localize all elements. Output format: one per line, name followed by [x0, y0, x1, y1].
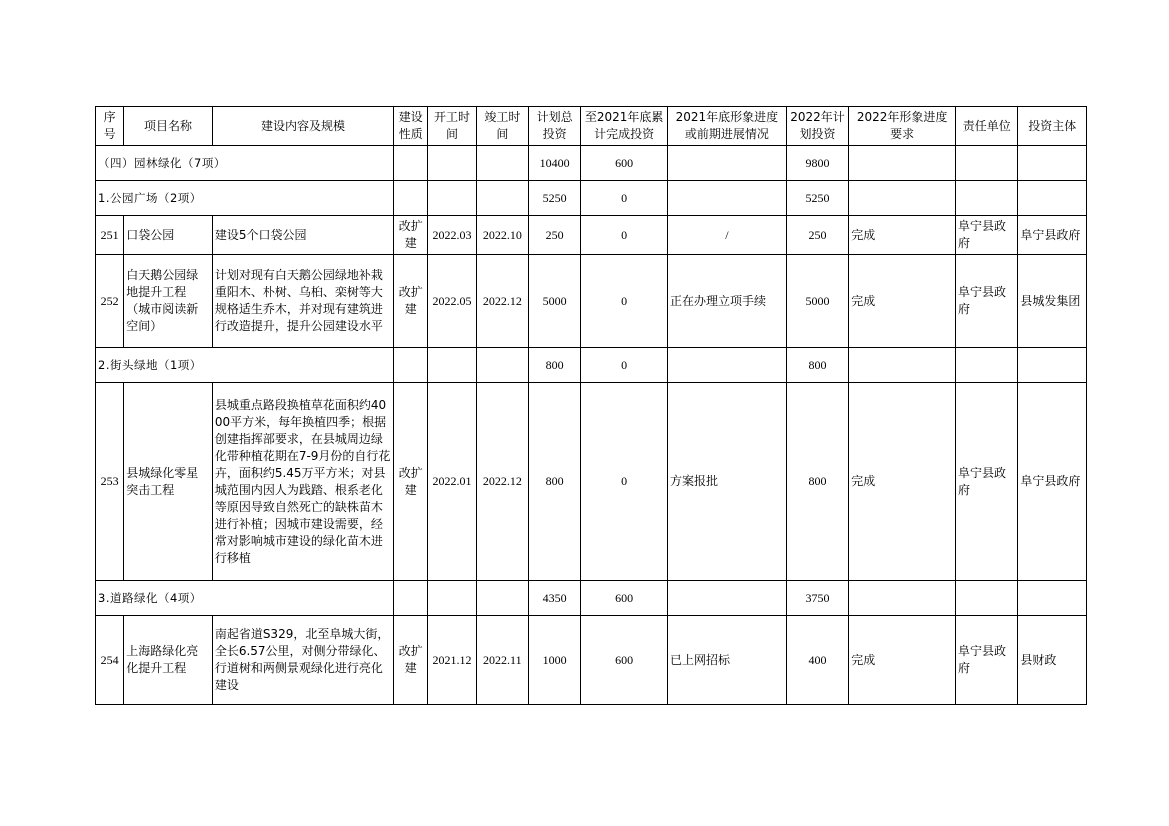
section-label: 3.道路绿化（4项） — [96, 581, 394, 616]
header-seq: 序号 — [96, 107, 124, 146]
table-row — [96, 216, 1087, 255]
section-label: （四）园林绿化（7项） — [96, 146, 394, 181]
row-req2022: 完成 — [849, 255, 956, 348]
section-done2021: 0 — [581, 181, 668, 216]
header-scope: 建设内容及规模 — [212, 107, 393, 146]
row-end: 2022.12 — [476, 383, 528, 581]
section-row-main — [96, 146, 1087, 181]
row-investor: 阜宁县政府 — [1018, 216, 1087, 255]
row-seq: 252 — [96, 255, 124, 348]
header-investor: 投资主体 — [1018, 107, 1087, 146]
header-req2022: 2022年形象进度要求 — [849, 107, 956, 146]
section-row-park — [96, 181, 1087, 216]
row-scope: 计划对现有白天鹅公园绿地补栽重阳木、朴树、乌桕、栾树等大规格适生乔木，并对现有建筑进行改造提升，提升公园建设水平 — [212, 255, 393, 348]
row-seq: 254 — [96, 616, 124, 705]
row-name: 白天鹅公园绿地提升工程（城市阅读新空间） — [124, 255, 213, 348]
section-label: 2.街头绿地（1项） — [96, 348, 394, 383]
header-end: 竣工时间 — [476, 107, 528, 146]
header-plan2022: 2022年计划投资 — [786, 107, 848, 146]
section-plan2022: 5250 — [786, 181, 848, 216]
row-req2022: 完成 — [849, 216, 956, 255]
row-investor: 阜宁县政府 — [1018, 383, 1087, 581]
header-progress2021: 2021年底形象进度或前期进展情况 — [667, 107, 786, 146]
row-scope: 县城重点路段换植草花面积约4000平方米，每年换植四季；根据创建指挥部要求，在县城周边绿化带种植花期在7-9月份的自行花卉，面积约5.45万平方米；对县城范围内因人为践踏、根系老化等原因导致自然死亡的缺株苗木进行补植；因城市建设需要，经常对影响城市建设的绿化苗木进行移植 — [212, 383, 393, 581]
section-done2021: 600 — [581, 146, 668, 181]
row-nature: 改扩建 — [394, 216, 428, 255]
row-end: 2022.11 — [476, 616, 528, 705]
section-total: 5250 — [529, 181, 581, 216]
row-progress2021: 正在办理立项手续 — [667, 255, 786, 348]
row-plan2022: 5000 — [786, 255, 848, 348]
row-investor: 县城发集团 — [1018, 255, 1087, 348]
row-nature: 改扩建 — [394, 255, 428, 348]
header-total: 计划总投资 — [529, 107, 581, 146]
header-nature: 建设性质 — [394, 107, 428, 146]
row-total: 5000 — [529, 255, 581, 348]
header-start: 开工时间 — [428, 107, 476, 146]
row-unit: 阜宁县政府 — [955, 255, 1017, 348]
row-nature: 改扩建 — [394, 383, 428, 581]
row-name: 县城绿化零星突击工程 — [124, 383, 213, 581]
row-total: 1000 — [529, 616, 581, 705]
row-seq: 251 — [96, 216, 124, 255]
row-plan2022: 400 — [786, 616, 848, 705]
section-row-street — [96, 348, 1087, 383]
row-plan2022: 800 — [786, 383, 848, 581]
section-done2021: 0 — [581, 348, 668, 383]
investment-table — [95, 106, 1087, 705]
section-label: 1.公园广场（2项） — [96, 181, 394, 216]
table-row — [96, 383, 1087, 581]
row-seq: 253 — [96, 383, 124, 581]
row-total: 250 — [529, 216, 581, 255]
row-done2021: 600 — [581, 616, 668, 705]
row-name: 口袋公园 — [124, 216, 213, 255]
section-done2021: 600 — [581, 581, 668, 616]
row-total: 800 — [529, 383, 581, 581]
row-unit: 阜宁县政府 — [955, 383, 1017, 581]
row-done2021: 0 — [581, 216, 668, 255]
row-nature: 改扩建 — [394, 616, 428, 705]
row-unit: 阜宁县政府 — [955, 216, 1017, 255]
row-progress2021: / — [667, 216, 786, 255]
header-done2021: 至2021年底累计完成投资 — [581, 107, 668, 146]
row-start: 2021.12 — [428, 616, 476, 705]
row-start: 2022.05 — [428, 255, 476, 348]
row-scope: 建设5个口袋公园 — [212, 216, 393, 255]
section-total: 10400 — [529, 146, 581, 181]
row-progress2021: 方案报批 — [667, 383, 786, 581]
section-plan2022: 3750 — [786, 581, 848, 616]
row-progress2021: 已上网招标 — [667, 616, 786, 705]
row-end: 2022.10 — [476, 216, 528, 255]
table-row — [96, 616, 1087, 705]
row-done2021: 0 — [581, 383, 668, 581]
row-start: 2022.01 — [428, 383, 476, 581]
section-plan2022: 9800 — [786, 146, 848, 181]
row-req2022: 完成 — [849, 616, 956, 705]
section-plan2022: 800 — [786, 348, 848, 383]
row-end: 2022.12 — [476, 255, 528, 348]
row-investor: 县财政 — [1018, 616, 1087, 705]
section-row-road — [96, 581, 1087, 616]
row-name: 上海路绿化亮化提升工程 — [124, 616, 213, 705]
row-req2022: 完成 — [849, 383, 956, 581]
header-row — [96, 107, 1087, 146]
row-scope: 南起省道S329，北至阜城大街，全长6.57公里，对侧分带绿化、行道树和两侧景观绿化进行亮化建设 — [212, 616, 393, 705]
header-unit: 责任单位 — [955, 107, 1017, 146]
table-row — [96, 255, 1087, 348]
section-total: 800 — [529, 348, 581, 383]
row-unit: 阜宁县政府 — [955, 616, 1017, 705]
row-plan2022: 250 — [786, 216, 848, 255]
section-total: 4350 — [529, 581, 581, 616]
row-done2021: 0 — [581, 255, 668, 348]
row-start: 2022.03 — [428, 216, 476, 255]
header-name: 项目名称 — [124, 107, 213, 146]
